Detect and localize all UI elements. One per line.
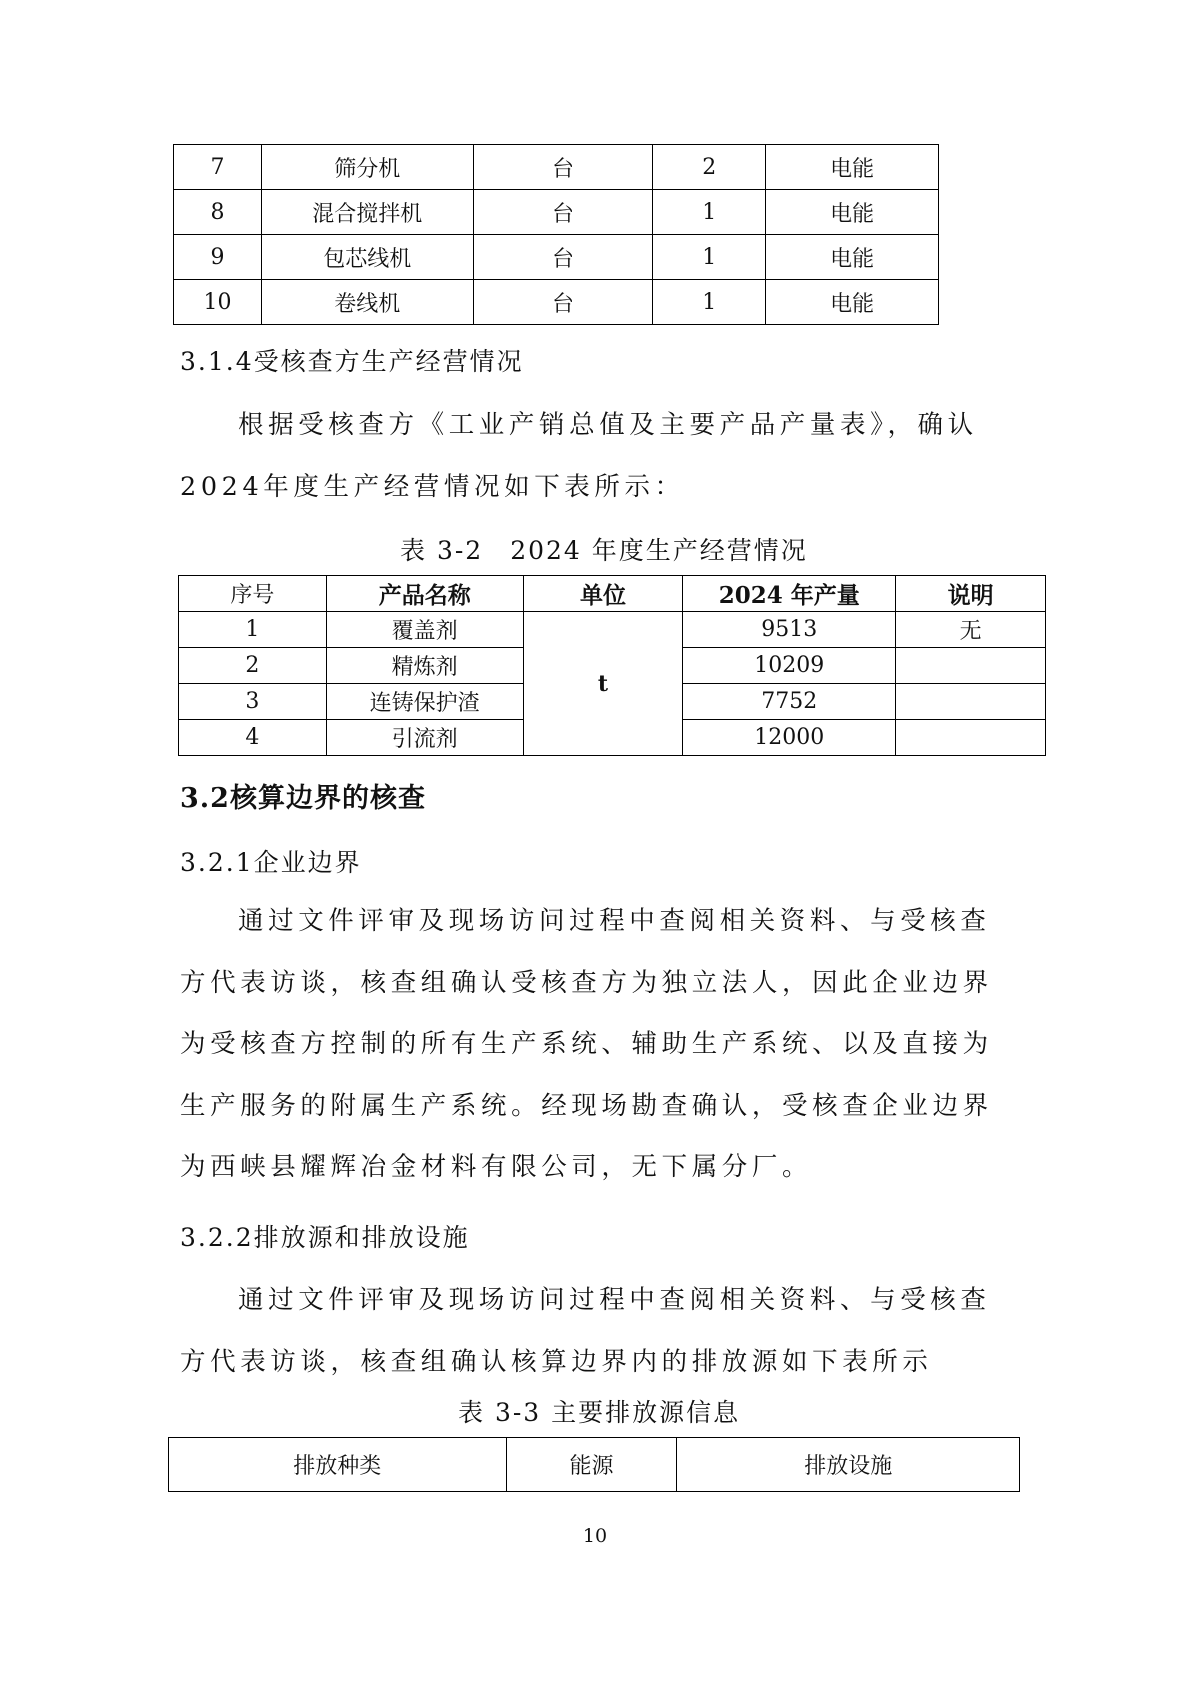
section-heading-3-2: 3.2核算边界的核查: [180, 783, 426, 814]
table-cell: 7752: [683, 684, 896, 720]
paragraph-emission-sources: 通过文件评审及现场访问过程中查阅相关资料、与受核查方代表访谈，核查组确认核算边界内的排放源如下表所示: [180, 1285, 991, 1377]
table-cell: 2: [653, 145, 766, 190]
table-cell: 台: [473, 280, 653, 325]
table-cell: 12000: [683, 720, 896, 756]
header-output-2024: 2024 年产量: [683, 576, 896, 612]
table-cell: 电能: [766, 190, 939, 235]
header-emission-facility: 排放设施: [677, 1438, 1020, 1492]
header-emission-type: 排放种类: [169, 1438, 507, 1492]
table-cell: 7: [174, 145, 262, 190]
table-cell: [896, 684, 1046, 720]
table-cell: [896, 648, 1046, 684]
table-cell: 卷线机: [261, 280, 473, 325]
paragraph-enterprise-boundary: 通过文件评审及现场访问过程中查阅相关资料、与受核查方代表访谈，核查组确认受核查方为独立法人，因此企业边界为受核查方控制的所有生产系统、辅助生产系统、以及直接为生产服务的附属生产系统。经现场勘查确认，受核查企业边界为西峡县耀辉冶金材料有限公司，无下属分厂。: [180, 906, 993, 1182]
table-cell: 9513: [683, 612, 896, 648]
equipment-table-body: [174, 145, 939, 325]
table-cell: 引流剂: [326, 720, 523, 756]
table-cell: 无: [896, 612, 1046, 648]
production-table: [178, 575, 1046, 756]
equipment-table: [173, 144, 939, 325]
header-note: 说明: [896, 576, 1046, 612]
section-heading-3-1-4: 3.1.4受核查方生产经营情况: [180, 347, 524, 376]
table-cell: 2: [179, 648, 327, 684]
table-cell: 连铸保护渣: [326, 684, 523, 720]
table-cell: 筛分机: [261, 145, 473, 190]
emission-source-table: [168, 1437, 1020, 1492]
table-cell: 台: [473, 190, 653, 235]
table-cell: 电能: [766, 235, 939, 280]
table-cell: 9: [174, 235, 262, 280]
table-cell: 4: [179, 720, 327, 756]
table-cell: 台: [473, 235, 653, 280]
header-energy: 能源: [506, 1438, 677, 1492]
table-header-row: [179, 576, 1046, 612]
table-cell: 10: [174, 280, 262, 325]
table-cell: 8: [174, 190, 262, 235]
table-cell: [896, 720, 1046, 756]
table-cell: 台: [473, 145, 653, 190]
table-row: [179, 612, 1046, 648]
table-cell: 电能: [766, 145, 939, 190]
unit-cell: t: [523, 612, 683, 756]
header-seq: 序号: [179, 576, 327, 612]
page-number: 10: [582, 1525, 608, 1547]
table-cell: 精炼剂: [326, 648, 523, 684]
section-heading-3-2-2: 3.2.2排放源和排放设施: [180, 1223, 470, 1252]
header-unit: 单位: [523, 576, 683, 612]
table-row: [174, 145, 939, 190]
table-cell: 1: [653, 190, 766, 235]
table-row: [174, 235, 939, 280]
paragraph-production-intro: 根据受核查方《工业产销总值及主要产品产量表》，确认 2024年度生产经营情况如下表所示：: [180, 410, 978, 502]
table-cell: 1: [179, 612, 327, 648]
table-row: [174, 280, 939, 325]
table-cell: 电能: [766, 280, 939, 325]
table-cell: 1: [653, 280, 766, 325]
table-cell: 3: [179, 684, 327, 720]
table-cell: 包芯线机: [261, 235, 473, 280]
section-heading-3-2-1: 3.2.1企业边界: [180, 848, 362, 877]
table-caption-3-2: 表 3-2 2024 年度生产经营情况: [400, 536, 808, 565]
table-cell: 混合搅拌机: [261, 190, 473, 235]
table-header-row: [169, 1438, 1020, 1492]
table-row: [174, 190, 939, 235]
table-cell: 覆盖剂: [326, 612, 523, 648]
table-cell: 10209: [683, 648, 896, 684]
table-caption-3-3: 表 3-3 主要排放源信息: [458, 1398, 741, 1427]
table-cell: 1: [653, 235, 766, 280]
header-product-name: 产品名称: [326, 576, 523, 612]
